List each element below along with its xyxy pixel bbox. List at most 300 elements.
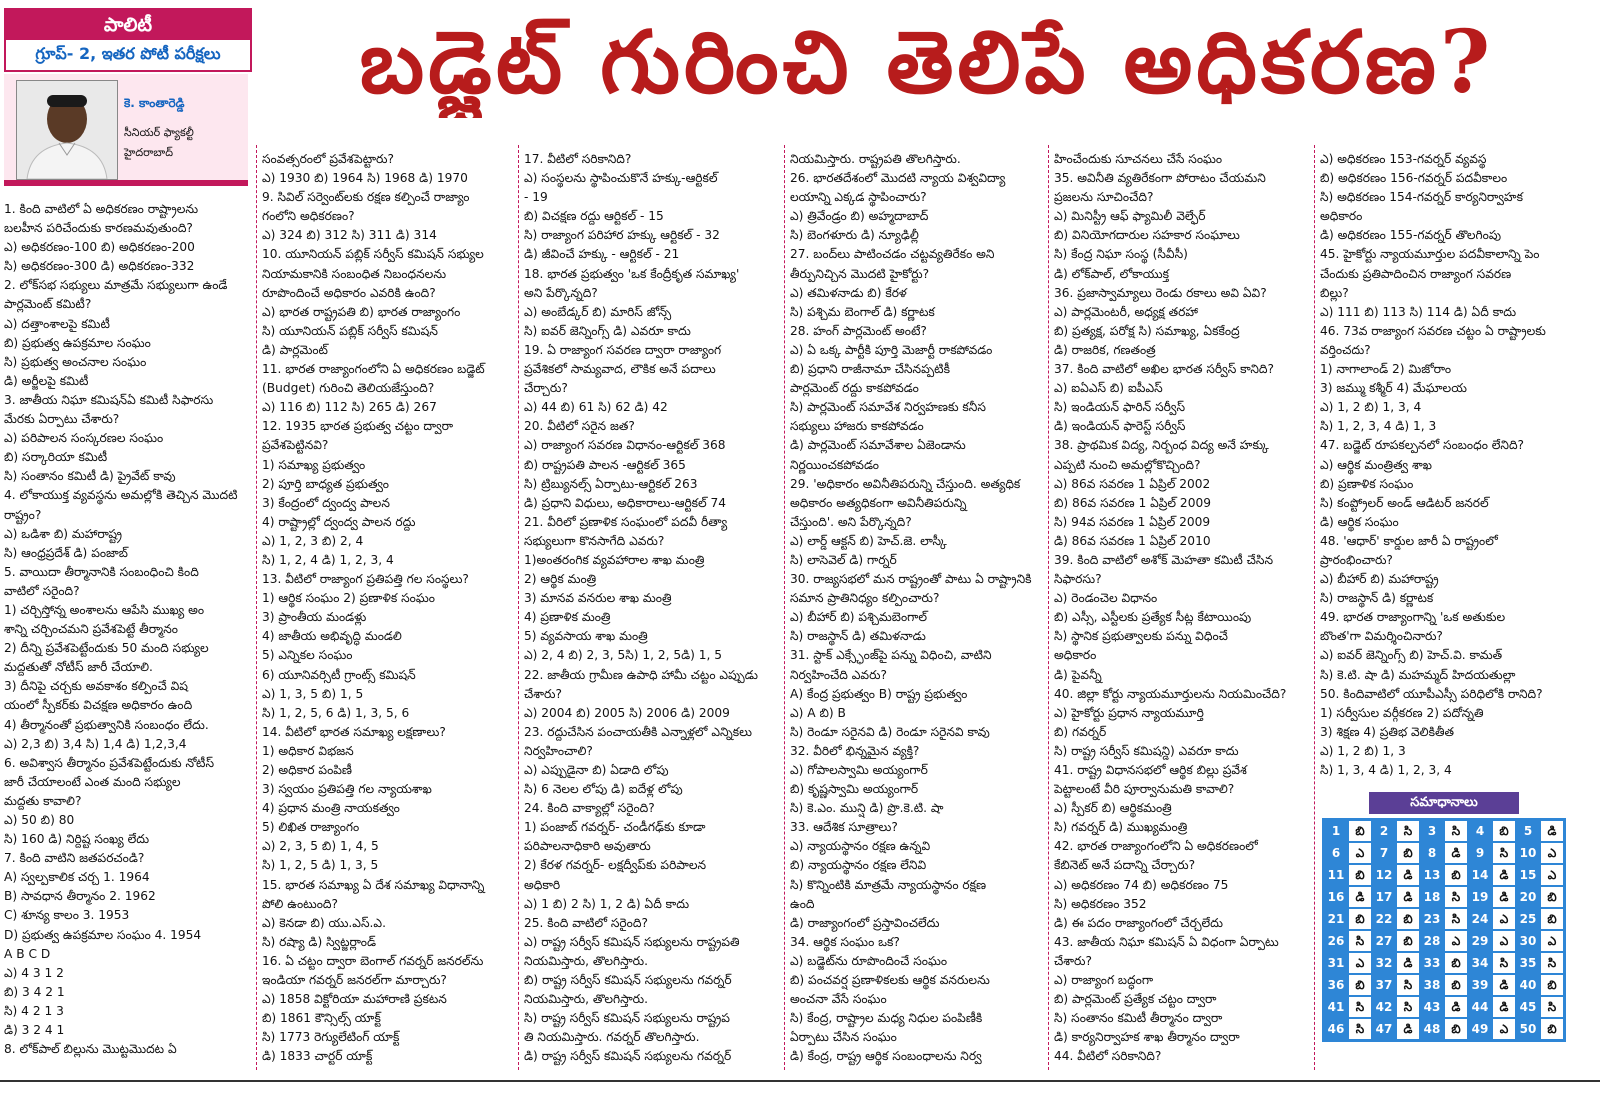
- text-line: ప్రారంభించారు?: [1320, 552, 1393, 567]
- text-line: సి) 1, 2, 4 డి) 1, 2, 3, 4: [262, 552, 394, 567]
- answer-option: బి: [1493, 821, 1515, 841]
- text-line: సి) రాజ్యాంగ పరిహార హక్కు ఆర్టికల్ - 32: [524, 228, 720, 243]
- text-line: 3) స్వయం ప్రతిపత్తి గల న్యాయశాఖ: [262, 782, 432, 797]
- answer-number: 50: [1517, 1019, 1539, 1039]
- text-line: బి) 86వ సవరణ 1 ఏప్రిల్ 2009: [1054, 495, 1211, 510]
- answer-number: 32: [1373, 953, 1395, 973]
- text-line: 31. స్టాక్ ఎక్స్ఛేంజ్‌పై పన్ను విధించి, వాటిని: [790, 648, 992, 663]
- answer-option: డి: [1445, 997, 1467, 1017]
- text-line: ఎ) A బి) B: [790, 705, 846, 720]
- text-line: సి) 160 డి) నిర్దిష్ట సంఖ్య లేదు: [4, 832, 150, 847]
- text-line: ఎ) రాజ్యాంగ సవరణ విధానం-ఆర్టికల్ 368: [524, 438, 726, 453]
- text-line: 3) జమ్ము కశ్మీర్ 4) మేఘాలయ: [1320, 381, 1467, 396]
- text-line: 10. యూనియన్ పబ్లిక్ సర్వీస్ కమిషన్ సభ్యుల: [262, 247, 484, 262]
- text-line: 3) దీనిపై చర్చకు అవకాశం కల్పించే విష: [4, 679, 188, 694]
- answer-option: బి: [1445, 953, 1467, 973]
- text-line: సి) సంతానం కమిటీ డి) ప్రైవేట్ కావు: [4, 469, 176, 484]
- text-line: ఎ) 1, 2 బి) 1, 3: [1320, 743, 1406, 758]
- text-line: సి) 1, 2, 5 డి) 1, 3, 5: [262, 858, 379, 873]
- answer-number: 31: [1325, 953, 1347, 973]
- text-line: ఎ) న్యాయస్థానం రక్షణ ఉన్నవి: [790, 839, 931, 854]
- text-line: సభ్యులుగా కొనసాగేది ఎవరు?: [524, 533, 665, 548]
- answer-number: 47: [1373, 1019, 1395, 1039]
- text-line: బి) పార్లమెంట్ ప్రత్యేక చట్టం ద్వారా: [1054, 992, 1217, 1007]
- text-line: బి) పంచవర్ష ప్రణాళికలకు ఆర్థిక వనరులను: [790, 973, 990, 988]
- answer-number: 28: [1421, 931, 1443, 951]
- answer-option: బి: [1349, 865, 1371, 885]
- text-line: 1) నాగాలాండ్ 2) మిజోరాం: [1320, 362, 1452, 377]
- text-line: సి) బెంగళూరు డి) న్యూఢిల్లీ: [790, 228, 919, 243]
- answer-number: 15: [1517, 865, 1539, 885]
- text-line: వర్తించదు?: [1320, 342, 1371, 357]
- answer-number: 30: [1517, 931, 1539, 951]
- text-line: హించేందుకు సూచనలు చేసే సంఘం: [1054, 152, 1223, 166]
- answer-option: సి: [1445, 909, 1467, 929]
- answer-number: 42: [1373, 997, 1395, 1017]
- text-line: సి) 1773 రెగ్యులేటింగ్ యాక్ట్: [262, 1030, 400, 1045]
- text-line: ఎ) బీహార్ బి) మహారాష్ట్ర: [1320, 572, 1439, 587]
- text-line: 40. జిల్లా కోర్టు న్యాయమూర్తులను నియమించేది?: [1054, 686, 1287, 701]
- answer-option: సి: [1397, 821, 1419, 841]
- text-line: డి) కార్యనిర్వాహక శాఖ తీర్మానం ద్వారా: [1054, 1030, 1240, 1045]
- text-line: 2) ఆర్థిక మంత్రి: [524, 572, 597, 587]
- text-line: 34. ఆర్థిక సంఘం ఒక?: [790, 934, 900, 949]
- text-line: 5) లిఖిత రాజ్యాంగం: [262, 820, 360, 835]
- text-line: సి) 4 2 1 3: [4, 1003, 64, 1018]
- answer-number: 37: [1373, 975, 1395, 995]
- text-line: 1) చర్చిస్తోన్న అంశాలను ఆపేసి ముఖ్య అం: [4, 602, 205, 617]
- answer-number: 17: [1373, 887, 1395, 907]
- text-line: ఎ) అధికరణం 74 బి) అధికరణం 75: [1054, 877, 1229, 892]
- text-line: 2. లోక్‌సభ సభ్యులు మాత్రమే సభ్యులుగా ఉండే: [4, 278, 228, 293]
- text-line: డి) 1833 చార్టర్ యాక్ట్: [262, 1049, 373, 1064]
- text-line: అని పేర్కొన్నది?: [524, 285, 598, 300]
- text-line: 4) ప్రధాన మంత్రి నాయకత్వం: [262, 801, 400, 816]
- text-line: పరిపాలనాధికారి అవుతారు: [524, 839, 651, 854]
- text-line: A) స్వల్పకాలిక చర్చ 1. 1964: [4, 870, 150, 885]
- text-line: నిర్వహించాలి?: [524, 743, 593, 758]
- text-line: సి) కె.ఎం. మున్షి డి) ప్రొ.కె.టి. షా: [790, 801, 944, 816]
- text-line: 1) ఆర్థిక సంఘం 2) ప్రణాళిక సంఘం: [262, 591, 435, 606]
- text-line: 3) శిక్షణ 4) ప్రతిభ వెలికితీత: [1320, 724, 1454, 739]
- text-line: గంలోని అధికరణం?: [262, 209, 355, 224]
- text-line: 3. జాతీయ నిఘా కమిషన్‌ఏ కమిటీ సిఫారసు: [4, 392, 214, 407]
- text-line: ఎ) గోపాలస్వామి అయ్యంగార్: [790, 763, 928, 777]
- text-line: సి) కంప్ట్రోలర్ అండ్ ఆడిటర్ జనరల్: [1320, 495, 1489, 510]
- text-line: లయాన్ని ఎక్కడ స్థాపించారు?: [790, 190, 927, 205]
- answer-number: 2: [1373, 821, 1395, 841]
- text-line: ఎ) 1, 2 బి) 1, 3, 4: [1320, 400, 1422, 415]
- text-line: డి) లోక్‌పాల్, లోకాయుక్త: [1054, 266, 1169, 281]
- author-accent-bar: [4, 180, 248, 186]
- text-line: 45. హైకోర్టు న్యాయమూర్తుల పదవీకాలాన్ని పెం: [1320, 247, 1540, 262]
- text-line: B) సావధాన తీర్మానం 2. 1962: [4, 889, 156, 904]
- text-line: 4) జాతీయ అభివృద్ధి మండలి: [262, 629, 402, 644]
- text-line: సి) కొన్నింటికి మాత్రమే న్యాయస్థానం రక్షణ: [790, 877, 987, 892]
- text-line: 15. భారత సమాఖ్య ఏ దేశ సమాఖ్య విధానాన్ని: [262, 877, 485, 892]
- text-line: ఎ) పార్లమెంటరీ, అధ్యక్ష తరహా: [1054, 304, 1198, 319]
- text-line: సి) ఐవర్ జెన్నింగ్స్ డి) ఎవరూ కాదు: [524, 323, 691, 338]
- text-line: 1) అధికార విభజన: [262, 743, 354, 758]
- text-line: 9. సివిల్ సర్వెంట్‌లకు రక్షణ కల్పించే రాజ్యాం: [262, 190, 470, 205]
- text-line: ఎ) ఐఏఎస్ బి) ఐపీఎస్: [1054, 381, 1163, 396]
- text-line: సి) రాష్ట్ర సర్వీస్ కమిషన్ సభ్యులను రాష్ట్రప: [524, 1011, 730, 1026]
- text-line: డి) ప్రధాని విధులు, అధికారాలు-ఆర్టికల్ 74: [524, 495, 727, 510]
- answer-number: 38: [1421, 975, 1443, 995]
- text-line: 39. కింది వాటిలో అశోక్ మెహతా కమిటీ చేసిన: [1054, 552, 1274, 567]
- text-line: సి) స్థానిక ప్రభుత్వాలకు పన్ను విధించే: [1054, 629, 1228, 644]
- text-line: రాష్ట్రం?: [4, 507, 42, 522]
- answer-number: 45: [1517, 997, 1539, 1017]
- answer-number: 10: [1517, 843, 1539, 863]
- text-line: ప్రవేశికలో సామ్యవాద, లౌకిక అనే పదాలు: [524, 362, 716, 377]
- text-line: (Budget) గురించి తెలియజేస్తుంది?: [262, 381, 435, 396]
- text-line: ఎ) అంబేడ్కర్ బి) మారిస్ జోన్స్: [524, 304, 672, 319]
- answer-number: 49: [1469, 1019, 1491, 1039]
- answer-option: ఎ: [1493, 909, 1515, 929]
- text-line: పోలి ఉంటుంది?: [262, 896, 338, 911]
- text-line: సి) గవర్నర్ డి) ముఖ్యమంత్రి: [1054, 820, 1188, 835]
- answer-option: ఎ: [1445, 931, 1467, 951]
- answer-option: బి: [1445, 865, 1467, 885]
- text-line: 22. జాతీయ గ్రామీణ ఉపాధి హామీ చట్టం ఎప్పుడు: [524, 667, 758, 682]
- text-line: చేశారు?: [1054, 953, 1092, 968]
- text-line: 4) ప్రణాళిక మంత్రి: [524, 610, 611, 625]
- text-line: బి) ఎస్సీ, ఎస్టీలకు ప్రత్యేక సీట్ల కేటాయింపు: [1054, 610, 1252, 625]
- answer-number: 29: [1469, 931, 1491, 951]
- text-line: ఎ) ఐవర్ జెన్నింగ్స్ బి) హెచ్.వి. కామత్: [1320, 648, 1503, 663]
- answer-option: బి: [1397, 931, 1419, 951]
- text-line: రూపొందించే అధికారం ఎవరికి ఉంది?: [262, 285, 436, 300]
- section-label: పాలిటీ: [6, 10, 250, 40]
- text-line: డి) పార్లమెంట్: [262, 342, 328, 357]
- text-line: 17. వీటిలో సరికానిది?: [524, 152, 632, 166]
- text-line: 36. ప్రజాస్వామ్యాలు రెండు రకాలు అవి ఏవి?: [1054, 285, 1267, 300]
- answer-number: 5: [1517, 821, 1539, 841]
- answer-option: బి: [1541, 909, 1563, 929]
- text-line: ఎ) ఆర్థిక మంత్రిత్వ శాఖ: [1320, 457, 1432, 472]
- text-line: తీర్పునిచ్చిన మొదటి హైకోర్టు?: [790, 266, 930, 281]
- text-line: సి) 1, 2, 3, 4 డి) 1, 3: [1320, 419, 1437, 434]
- text-line: 13. వీటిలో రాజ్యాంగ ప్రతిపత్తి గల సంస్థలు?: [262, 572, 469, 587]
- text-line: 27. బంద్‌లు పాటించడం చట్టవ్యతిరేకం అని: [790, 247, 995, 262]
- answer-option: సి: [1541, 953, 1563, 973]
- text-line: A B C D: [4, 946, 51, 961]
- text-line: సి) 94వ సవరణ 1 ఏప్రిల్ 2009: [1054, 514, 1211, 529]
- text-line: ఎ) స్పీకర్ బి) ఆర్థికమంత్రి: [1054, 801, 1172, 816]
- text-line: బి) వినియోగదారుల సహకార సంఘాలు: [1054, 228, 1240, 243]
- text-line: నిర్వహించేది ఎవరు?: [790, 667, 887, 682]
- answer-number: 19: [1469, 887, 1491, 907]
- answer-number: 46: [1325, 1019, 1347, 1039]
- text-line: ఎ) అధికరణం 153-గవర్నర్ వ్యవస్థ: [1320, 152, 1487, 166]
- text-line: 1. కింది వాటిలో ఏ అధికరణం రాష్ట్రాలను: [4, 202, 199, 216]
- text-line: 49. భారత రాజ్యాంగాన్ని 'ఒక అతుకుల: [1320, 610, 1506, 625]
- text-line: ఎ) తమిళనాడు బి) కేరళ: [790, 285, 907, 300]
- text-line: 38. ప్రాథమిక విద్య, నిర్బంధ విద్య అనే హక్కు: [1054, 438, 1269, 453]
- section-tag: [4, 8, 252, 72]
- text-line: సి) 1, 2, 5, 6 డి) 1, 3, 5, 6: [262, 705, 410, 720]
- text-line: 1) సర్వీసుల వర్గీకరణ 2) పదోన్నతి: [1320, 705, 1484, 720]
- text-line: ఎ) 1, 3, 5 బి) 1, 5: [262, 686, 364, 701]
- text-line: ఎ) 1930 బి) 1964 సి) 1968 డి) 1970: [262, 171, 468, 186]
- text-line: చేర్చారు?: [524, 381, 568, 396]
- text-line: బొంత'గా విమర్శించినారు?: [1320, 629, 1443, 644]
- text-line: సి) అధికరణం 352: [1054, 896, 1147, 911]
- text-line: 25. కింది వాటిలో సరైంది?: [524, 915, 648, 930]
- text-line: 6) యూనివర్సిటీ గ్రాంట్స్ కమిషన్: [262, 667, 416, 682]
- text-line: ఎ) 1, 2, 3 బి) 2, 4: [262, 533, 364, 548]
- text-line: ఎ) 1858 విక్టోరియా మహారాణి ప్రకటన: [262, 992, 447, 1007]
- text-line: 21. వీరిలో ప్రణాళిక సంఘంలో పదవీ రీత్యా: [524, 514, 728, 529]
- author-name: కె. కాంతారెడ్డి: [124, 96, 185, 110]
- answer-option: ఎ: [1541, 843, 1563, 863]
- text-line: ఎ) హైకోర్టు ప్రధాన న్యాయమూర్తి: [1054, 705, 1204, 720]
- text-line: నియమిస్తారు. రాష్ట్రపతి తొలగిస్తారు.: [790, 152, 961, 166]
- text-line: ఎ) 44 బి) 61 సి) 62 డి) 42: [524, 400, 668, 415]
- text-line: డి) రాష్ట్ర సర్వీస్ కమిషన్ సభ్యులను గవర్నర్: [524, 1049, 732, 1064]
- text-line: A) కేంద్ర ప్రభుత్వం B) రాష్ట్ర ప్రభుత్వం: [790, 686, 968, 701]
- text-line: ఎ) కెనడా బి) యు.ఎస్.ఎ.: [262, 915, 386, 930]
- text-line: 24. కింది వాక్యాల్లో సరైంది?: [524, 801, 655, 816]
- text-line: సి) పశ్చిమ బెంగాల్ డి) కర్ణాటక: [790, 304, 935, 319]
- column-5: [1054, 150, 1306, 1068]
- text-line: ఎ) దత్తాంశాలపై కమిటీ: [4, 316, 110, 331]
- text-line: సి) కె.టి. షా డి) మహమ్మద్ హిదయతుల్లా: [1320, 667, 1516, 682]
- page-title: బడ్జెట్ గురించి తెలిపే అధికరణ?: [359, 12, 1495, 113]
- text-line: అధికారం అత్యధికంగా అవినీతిపరున్ని: [790, 495, 967, 510]
- answer-number: 39: [1469, 975, 1491, 995]
- answer-option: డి: [1397, 887, 1419, 907]
- answer-option: సి: [1397, 975, 1419, 995]
- answer-number: 24: [1469, 909, 1491, 929]
- answer-option: ఎ: [1493, 1019, 1515, 1039]
- text-line: చేశారు?: [524, 686, 562, 701]
- text-line: C) శూన్య కాలం 3. 1953: [4, 908, 130, 923]
- text-line: బిల్లు?: [1320, 285, 1349, 300]
- text-line: బి) రాష్ట్రపతి పాలన -ఆర్టికల్ 365: [524, 457, 686, 472]
- text-line: ఎ) 116 బి) 112 సి) 265 డి) 267: [262, 400, 437, 415]
- text-line: ప్రజలను సూచించేది?: [1054, 190, 1154, 205]
- text-line: 19. ఏ రాజ్యాంగ సవరణ ద్వారా రాజ్యాంగ: [524, 342, 722, 357]
- text-line: 4) తీర్మానంతో ప్రభుత్వానికి సంబంధం లేదు.: [4, 717, 209, 732]
- answer-option: సి: [1349, 931, 1371, 951]
- text-line: ఎ) ఏ ఒక్క పార్టీకి పూర్తి మెజార్టీ రాకపోవడం: [790, 342, 993, 357]
- answer-option: డి: [1445, 843, 1467, 863]
- answer-number: 43: [1421, 997, 1443, 1017]
- answer-option: సి: [1445, 887, 1467, 907]
- answer-number: 36: [1325, 975, 1347, 995]
- answer-option: బి: [1445, 975, 1467, 995]
- answer-option: బి: [1541, 887, 1563, 907]
- answer-number: 18: [1421, 887, 1443, 907]
- text-line: జారీ చేయాలంటే ఎంత మంది సభ్యుల: [4, 774, 181, 789]
- column-4: [790, 150, 1040, 1068]
- section-subtitle: గ్రూప్- 2, ఇతర పోటీ పరీక్షలు: [35, 44, 221, 63]
- text-line: సమాన ప్రాతినిధ్యం కల్పించారు?: [790, 591, 940, 606]
- answer-option: బి: [1541, 975, 1563, 995]
- author-photo: [16, 80, 118, 180]
- text-line: డి) రాజ్యాంగంలో ప్రస్తావించలేదు: [790, 915, 940, 930]
- text-line: బి) రాష్ట్ర సర్వీస్ కమిషన్ సభ్యులను గవర్నర్: [524, 973, 732, 988]
- answer-option: బి: [1541, 1019, 1563, 1039]
- text-line: 47. బడ్జెట్ రూపకల్పనలో సంబంధం లేనిది?: [1320, 438, 1525, 453]
- text-line: సభ్యులు హాజరు కాకపోవడం: [790, 419, 924, 434]
- text-line: సంవత్సరంలో ప్రవేశపెట్టారు?: [262, 152, 394, 166]
- answer-number: 21: [1325, 909, 1347, 929]
- answer-number: 13: [1421, 865, 1443, 885]
- answer-option: సి: [1349, 1019, 1371, 1039]
- answer-option: డి: [1397, 865, 1419, 885]
- answer-option: బి: [1349, 909, 1371, 929]
- text-line: యంలో స్పీకర్‌కు విచక్షణ అధికారం ఉంది: [4, 698, 193, 713]
- answer-option: డి: [1541, 821, 1563, 841]
- answer-option: డి: [1493, 997, 1515, 1017]
- text-line: బి) ప్రత్యక్ష, పరోక్ష సి) సమాఖ్య, ఏకకేంద్ర: [1054, 323, 1240, 338]
- text-line: సి) రష్యా డి) స్విట్జర్లాండ్: [262, 934, 376, 949]
- text-line: బి) విచక్షణ రద్దు ఆర్టికల్ - 15: [524, 209, 664, 224]
- text-line: బి) కృష్ణస్వామి అయ్యంగార్: [790, 782, 919, 797]
- text-line: 20. వీటిలో సరైన జత?: [524, 419, 635, 434]
- column-3: [524, 150, 776, 1068]
- text-line: 26. భారతదేశంలో మొదటి న్యాయ విశ్వవిద్యా: [790, 171, 1006, 186]
- text-line: నియమిస్తారు, తొలగిస్తారు.: [524, 992, 648, 1007]
- answer-number: 11: [1325, 865, 1347, 885]
- answer-number: 12: [1373, 865, 1395, 885]
- text-line: మేరకు ఏర్పాటు చేశారు?: [4, 412, 120, 427]
- text-line: ఏర్పాటు చేసిన సంఘం: [790, 1030, 897, 1045]
- text-line: సి) ప్రభుత్వ అంచనాల సంఘం: [4, 354, 147, 369]
- text-line: డి) 3 2 4 1: [4, 1023, 65, 1038]
- text-line: డి) కేంద్ర, రాష్ట్ర ఆర్థిక సంబంధాలను నిర్వ: [790, 1049, 982, 1064]
- text-line: చేస్తుంది'. అని పేర్కొన్నది?: [790, 514, 912, 529]
- answer-number: 4: [1469, 821, 1491, 841]
- text-line: బలహీన పరిచేందుకు కారణమవుతుంది?: [4, 221, 193, 236]
- text-line: సి) యూనియన్ పబ్లిక్ సర్వీస్ కమిషన్: [262, 323, 438, 338]
- text-line: ఇండియా గవర్నర్ జనరల్‌గా మార్చారు?: [262, 973, 447, 988]
- text-line: ఎ) సంస్థలను స్థాపించుకొనే హక్కు-ఆర్టికల్: [524, 171, 718, 186]
- text-line: 37. కింది వాటిలో అఖిల భారత సర్వీస్ కానిది?: [1054, 362, 1274, 377]
- text-line: తి నియమిస్తారు. గవర్నర్ తొలగిస్తారు.: [524, 1030, 700, 1045]
- answer-option: సి: [1541, 997, 1563, 1017]
- text-line: సి) రెండూ సరైనవి డి) రెండూ సరైనవి కావు: [790, 724, 990, 739]
- column-divider: [1048, 145, 1049, 1070]
- column-divider: [256, 145, 257, 1070]
- answer-option: బి: [1445, 1019, 1467, 1039]
- answer-number: 16: [1325, 887, 1347, 907]
- text-line: వాటిలో సరైంది?: [4, 583, 80, 598]
- text-line: ప్రవేశపెట్టినవి?: [262, 438, 329, 453]
- text-line: 11. భారత రాజ్యాంగంలోని ఏ అధికరణం బడ్జెట్: [262, 362, 485, 377]
- text-line: ఎ) భారత రాష్ట్రపతి బి) భారత రాజ్యాంగం: [262, 304, 461, 319]
- answer-option: డి: [1493, 975, 1515, 995]
- text-line: 32. వీరిలో భిన్నమైన వ్యక్తి?: [790, 743, 920, 758]
- author-box: [4, 74, 248, 186]
- text-line: డి) ఇండియన్ ఫారెస్ట్ సర్వీస్: [1054, 419, 1186, 434]
- text-line: సి) ఆంధ్రప్రదేశ్ డి) పంజాబ్: [4, 545, 128, 560]
- text-line: మద్దతుతో నోటీస్ జారీ చేయాలి.: [4, 660, 153, 675]
- text-line: 4. లోకాయుక్త వ్యవస్థను అమల్లోకి తెచ్చిన మొదటి: [4, 488, 238, 503]
- text-line: 33. ఆదేశిక సూత్రాలు?: [790, 820, 898, 835]
- answer-number: 35: [1517, 953, 1539, 973]
- text-line: 5. వాయిదా తీర్మానానికి సంబంధించి కింది: [4, 564, 199, 579]
- text-line: సి) సంతానం కమిటీ తీర్మానం ద్వారా: [1054, 1011, 1223, 1026]
- text-line: ఉంది: [790, 896, 815, 911]
- text-line: ఎ) రాజ్యాంగ బద్ధంగా: [1054, 973, 1154, 988]
- answer-option: డి: [1397, 1019, 1419, 1039]
- text-line: శాన్ని చర్చించమని ప్రవేశపెట్టే తీర్మానం: [4, 622, 178, 637]
- text-line: 28. హంగ్ పార్లమెంట్ అంటే?: [790, 323, 927, 338]
- text-line: 14. వీటిలో భారత సమాఖ్య లక్షణాలు?: [262, 724, 446, 739]
- answer-number: 14: [1469, 865, 1491, 885]
- text-line: 42. భారత రాజ్యాంగంలోని ఏ అధికరణంలో: [1054, 839, 1258, 854]
- text-line: 23. రద్దుచేసిన పంచాయతీకి ఎన్నాళ్లలో ఎన్నికలు: [524, 724, 752, 739]
- column-divider: [518, 145, 519, 1070]
- text-line: సి) ఇండియన్ ఫారిన్ సర్వీస్: [1054, 400, 1186, 415]
- text-line: సి) కేంద్ర, రాష్ట్రాల మధ్య నిధుల పంపిణీకి: [790, 1011, 983, 1026]
- text-line: 44. వీటిలో సరికానిది?: [1054, 1049, 1162, 1064]
- answer-option: ఎ: [1493, 931, 1515, 951]
- text-line: 5) ఎన్నికల సంఘం: [262, 648, 353, 663]
- text-line: ఎ) 2, 3, 5 బి) 1, 4, 5: [262, 839, 379, 854]
- answer-option: సి: [1493, 843, 1515, 863]
- answer-number: 6: [1325, 843, 1347, 863]
- text-line: ఎప్పటి నుంచి అమల్లోకొచ్చింది?: [1054, 457, 1201, 472]
- answers-title: సమాధానాలు: [1369, 792, 1519, 814]
- text-line: 1) సమాఖ్య ప్రభుత్వం: [262, 457, 366, 472]
- answer-number: 23: [1421, 909, 1443, 929]
- text-line: 3) కేంద్రంలో ద్వంద్వ పాలన: [262, 495, 390, 510]
- text-line: అధికారం: [1320, 209, 1363, 224]
- text-line: బి) గవర్నర్: [1054, 724, 1107, 739]
- answer-option: సి: [1349, 997, 1371, 1017]
- column-divider: [784, 145, 785, 1070]
- text-line: ఎ) మినిస్ట్రీ ఆఫ్ ఫ్యామిలీ వెల్ఫేర్: [1054, 209, 1206, 224]
- text-line: 43. జాతీయ నిఘా కమిషన్ ఏ విధంగా ఏర్పాటు: [1054, 934, 1279, 949]
- text-line: బి) సర్కారియా కమిటీ: [4, 450, 108, 465]
- text-line: 2) కేరళ గవర్నర్- లక్షద్వీప్‌కు పరిపాలన: [524, 858, 707, 873]
- text-line: సి) అధికరణం-300 డి) అధికరణం-332: [4, 259, 195, 274]
- answer-option: బి: [1397, 843, 1419, 863]
- answer-option: ఎ: [1541, 931, 1563, 951]
- answer-option: డి: [1493, 887, 1515, 907]
- answer-number: 8: [1421, 843, 1443, 863]
- answer-option: ఎ: [1349, 843, 1371, 863]
- answer-option: బి: [1397, 909, 1419, 929]
- text-line: 4) రాష్ట్రాల్లో ద్వంద్వ పాలన రద్దు: [262, 514, 416, 529]
- column-2: [262, 150, 510, 1068]
- text-line: 1) పంజాబ్ గవర్నర్- చండీగఢ్‌కు కూడా: [524, 820, 706, 835]
- text-line: బి) అధికరణం 156-గవర్నర్ పదవీకాలం: [1320, 171, 1508, 186]
- answer-number: 33: [1421, 953, 1443, 973]
- text-line: అంచనా వేసే సంఘం: [790, 992, 887, 1007]
- text-line: ఎ) త్రివేండ్రం బి) అహ్మదాబాద్: [790, 209, 929, 224]
- answers-box: [1322, 792, 1566, 1062]
- text-line: 2) దీన్ని ప్రవేశపెట్టేందుకు 50 మంది సభ్యుల: [4, 641, 209, 656]
- text-line: నియమిస్తారు, తొలగిస్తారు.: [524, 953, 648, 968]
- text-line: 1)అంతరంగిక వ్యవహారాల శాఖ మంత్రి: [524, 552, 705, 567]
- answer-option: బి: [1349, 821, 1371, 841]
- text-line: పెట్టాలంటే వీరి పూర్వానుమతి కావాలి?: [1054, 782, 1235, 797]
- text-line: ఎ) 50 బి) 80: [4, 813, 75, 827]
- text-line: అధికారి: [524, 877, 561, 892]
- text-line: సి) కేంద్ర నిఘా సంస్థ (సీవీసీ): [1054, 247, 1188, 262]
- answer-option: సి: [1445, 821, 1467, 841]
- text-line: డి) పైవన్నీ: [1054, 667, 1102, 682]
- text-line: సిఫారసు?: [1054, 572, 1102, 587]
- answer-option: బి: [1349, 975, 1371, 995]
- text-line: సి) లాసెవెల్ డి) గార్నర్: [790, 552, 897, 567]
